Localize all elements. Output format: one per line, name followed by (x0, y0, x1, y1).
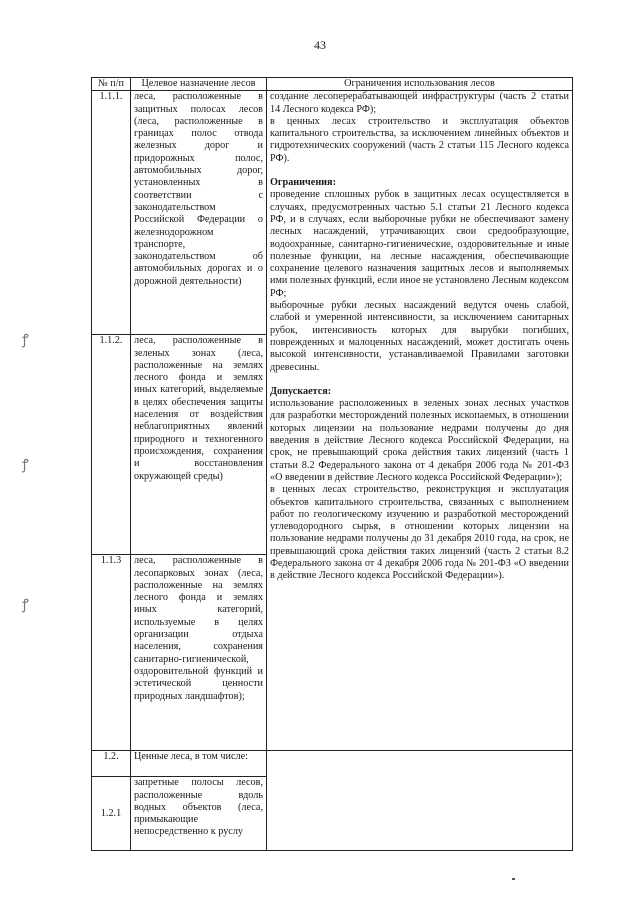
row-number: 1.2.1 (92, 777, 131, 851)
row-purpose: леса, расположенные в лесопарковых зонах (леса, расположенные на землях лесного фонда и землях иных категорий, используемые в целях организации отдыха населения, сохранения санитарно-гигиенической, оздоровительной функций и эстетической ценности природных ландшафтов); (131, 555, 267, 751)
restriction-paragraph: в ценных лесах строительство и эксплуатация объектов капитального строительства, за исключением линейных объектов и гидротехнических сооружений (часть 2 статьи 115 Лесного кодекса РФ). (270, 115, 569, 164)
forest-restrictions-table (91, 77, 573, 851)
row-purpose: Ценные леса, в том числе: (131, 751, 267, 777)
row-number: 1.2. (92, 751, 131, 777)
row-purpose: леса, расположенные в защитных полосах лесов (леса, расположенные в границах полос отвода железных дорог и придорожных полос, автомобильных дорог, установленных в соответствии с законодательством Российской Федерации о железнодорожном транспорте, законодательством об автомобильных дорогах и о дорожной деятельности) (131, 91, 267, 335)
row-number: 1.1.1. (92, 91, 131, 335)
restrictions-heading: Ограничения: (270, 177, 336, 189)
margin-scribble-mark: ꝭ (22, 598, 29, 613)
table-header-row (92, 78, 573, 91)
row-purpose: запретные полосы лесов, расположенные вдоль водных объектов (леса, примыкающие непосредственно к руслу (131, 777, 267, 851)
margin-dot-mark (512, 878, 515, 880)
header-number: № п/п (92, 78, 131, 91)
allowed-paragraph: использование расположенных в зеленых зонах лесных участков для разработки месторождений полезных ископаемых, в отношении которых лицензии на пользование недрами получены до дня введения в действие Лесного кодекса Российской Федерации, на срок, не превышающий срока действия таких лицензий (часть 1 статьи 8.2 Федерального закона от 4 декабря 2006 года № 201-ФЗ «О введении в действие Лесного кодекса Российской Федерации»); (270, 398, 569, 483)
restrictions-cell-empty (267, 751, 573, 851)
page-number: 43 (314, 38, 326, 52)
restriction-paragraph: выборочные рубки лесных насаждений ведутся очень слабой, слабой и умеренной интенсивности, за исключением санитарных рубок, интенсивность которых для вырубки погибших, поврежденных и малоценных насаждений, может достигать очень высокой интенсивности, устанавливаемой Правилами заготовки древесины. (270, 300, 569, 373)
header-restrictions: Ограничения использования лесов (267, 78, 573, 91)
header-purpose: Целевое назначение лесов (131, 78, 267, 91)
row-number: 1.1.2. (92, 335, 131, 555)
row-purpose: леса, расположенные в зеленых зонах (леса, расположенные на землях лесного фонда и землях иных категорий, выделяемые в целях обеспечения защиты населения от воздействия неблагоприятных явлений природного и техногенного происхождения, сохранения и восстановления окружающей среды) (131, 335, 267, 555)
restriction-paragraph: проведение сплошных рубок в защитных лесах осуществляется в случаях, предусмотренных частью 5.1 статьи 21 Лесного кодекса РФ, и в случаях, если выборочные рубки не обеспечивают замену лесных насаждений, утрачивающих свои средообразующие, водоохранные, санитарно-гигиенические, оздоровительные и иные полезные функции, на лесные насаждения, обеспечивающие сохранение целевого назначения защитных лесов и выполняемых ими полезных функций, если иное не установлено Лесным кодексом РФ; (270, 189, 569, 299)
row-number: 1.1.3 (92, 555, 131, 751)
restriction-paragraph: создание лесоперерабатывающей инфраструктуры (часть 2 статьи 14 Лесного кодекса РФ); (270, 91, 569, 115)
margin-scribble-mark: ꝭ (22, 333, 29, 348)
table-row (92, 91, 573, 335)
restrictions-cell (267, 91, 573, 751)
table-row (92, 751, 573, 777)
allowed-paragraph: в ценных лесах строительство, реконструкция и эксплуатация объектов капитального строительства, связанных с выполнением работ по геологическому изучению и разработкой месторождений углеводородного сырья, в отношении которых лицензии на пользование недрами получены до 31 декабря 2010 года, на срок, не превышающий срока действия таких лицензий (часть 2 статьи 8.2 Федерального закона от 4 декабря 2006 года № 201-ФЗ «О введении в действие Лесного кодекса Российской Федерации»). (270, 484, 569, 582)
allowed-heading: Допускается: (270, 385, 332, 397)
margin-scribble-mark: ꝭ (22, 458, 29, 473)
